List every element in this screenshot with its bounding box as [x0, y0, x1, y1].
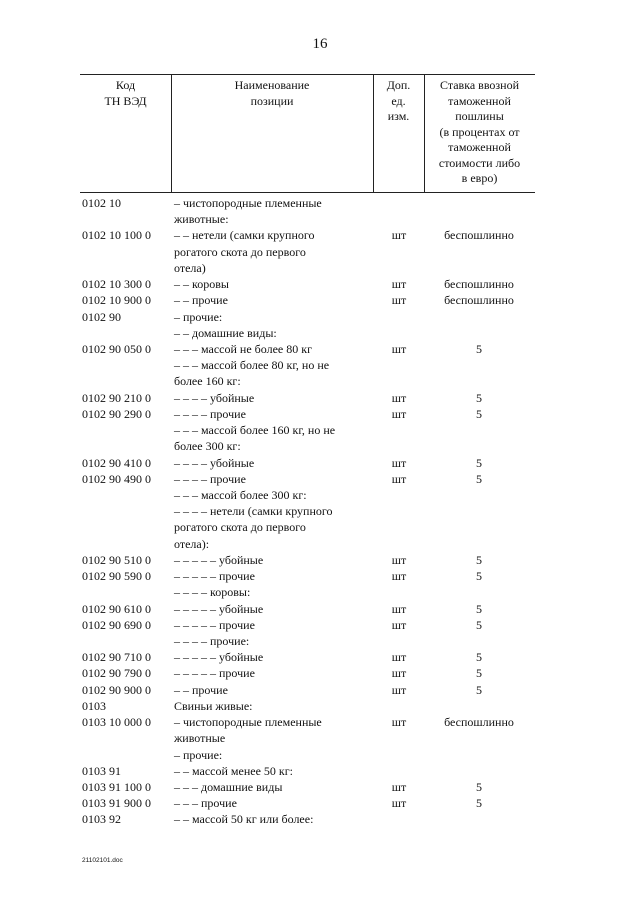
position-name: – – – – – убойные — [174, 552, 264, 567]
tn-ved-code: 0102 90 410 0 — [82, 455, 151, 470]
unit-of-measure: шт — [391, 342, 407, 356]
position-name: отела) — [174, 260, 206, 275]
unit-of-measure: шт — [391, 796, 407, 811]
position-name: – – – – – прочие — [174, 569, 255, 584]
tn-ved-code: 0102 90 050 0 — [82, 342, 151, 356]
table-row — [0, 585, 640, 601]
tn-ved-code: 0103 — [82, 698, 106, 713]
table-row — [0, 358, 640, 374]
table-row — [0, 245, 640, 261]
table-row — [0, 293, 640, 309]
tn-ved-code: 0102 90 710 0 — [82, 650, 151, 665]
duty-rate: 5 — [476, 617, 482, 632]
table-row — [0, 796, 640, 812]
page-number: 16 — [312, 36, 328, 52]
position-name: – – – – нетели (самки крупного — [174, 504, 333, 519]
position-name: – – – – убойные — [174, 455, 255, 470]
header-name: Наименование позиции — [234, 78, 310, 108]
table-row — [0, 812, 640, 828]
table-row — [0, 326, 640, 342]
duty-rate: 5 — [476, 666, 482, 681]
position-name: – – – – – убойные — [174, 601, 264, 616]
tn-ved-code: 0103 92 — [82, 812, 121, 827]
position-name: – – нетели (самки крупного — [174, 228, 315, 243]
duty-rate: 5 — [476, 455, 482, 470]
tn-ved-code: 0102 10 — [82, 196, 121, 210]
tn-ved-code: 0102 90 900 0 — [82, 682, 151, 697]
header-bottom-rule — [80, 192, 535, 193]
position-name: – – домашние виды: — [174, 325, 277, 340]
position-name: – – – – убойные — [174, 390, 255, 405]
position-name: – – – массой более 80 кг, но не — [174, 358, 330, 373]
table-row — [0, 196, 640, 212]
tn-ved-code: 0102 90 290 0 — [82, 406, 151, 421]
position-name: – – коровы — [174, 277, 229, 292]
position-name: отела): — [174, 536, 210, 551]
position-name: – – – массой более 160 кг, но не — [174, 423, 336, 438]
position-name: – – – – – убойные — [174, 650, 264, 665]
tn-ved-code: 0102 90 610 0 — [82, 601, 151, 616]
table-row — [0, 342, 640, 358]
duty-rate: 5 — [476, 650, 482, 665]
unit-of-measure: шт — [391, 277, 407, 292]
unit-of-measure: шт — [391, 666, 407, 681]
position-name: – – – – – прочие — [174, 617, 255, 632]
table-row — [0, 391, 640, 407]
position-name: более 160 кг: — [174, 374, 241, 389]
table-row — [0, 699, 640, 715]
position-name: – чистопородные племенные — [174, 196, 322, 210]
table-row — [0, 310, 640, 326]
position-name: – чистопородные племенные — [174, 715, 322, 729]
unit-of-measure: шт — [391, 390, 407, 405]
position-name: – – – – прочие — [174, 471, 246, 486]
table-row — [0, 374, 640, 390]
position-name: рогатого скота до первого — [174, 244, 306, 259]
tn-ved-code: 0103 10 000 0 — [82, 715, 151, 729]
header-rate: Ставка ввозной таможенной пошлины (в процентах от таможенной стоимости либо в евро) — [438, 78, 521, 185]
unit-of-measure: шт — [391, 569, 407, 584]
position-name: – – – – прочие — [174, 406, 246, 421]
table-row — [0, 520, 640, 536]
tn-ved-code: 0103 91 900 0 — [82, 796, 151, 811]
unit-of-measure: шт — [391, 293, 407, 308]
duty-rate: 5 — [476, 796, 482, 811]
table-row — [0, 666, 640, 682]
header-unit: Доп. ед. изм. — [386, 78, 411, 123]
tn-ved-code: 0102 90 690 0 — [82, 617, 151, 632]
table-row — [0, 602, 640, 618]
duty-rate: беспошлинно — [444, 293, 514, 308]
position-name: – – – массой более 300 кг: — [174, 488, 307, 502]
unit-of-measure: шт — [391, 552, 407, 567]
duty-rate: 5 — [476, 342, 482, 356]
table-row — [0, 715, 640, 731]
duty-rate: беспошлинно — [444, 228, 514, 243]
table-row — [0, 423, 640, 439]
duty-rate: 5 — [476, 471, 482, 486]
table-row — [0, 439, 640, 455]
unit-of-measure: шт — [391, 715, 407, 729]
duty-rate: 5 — [476, 406, 482, 421]
tn-ved-code: 0102 90 — [82, 309, 121, 324]
tn-ved-code: 0103 91 — [82, 763, 121, 778]
duty-rate: 5 — [476, 552, 482, 567]
footer-filename: 21102101.doc — [82, 857, 123, 864]
table-row — [0, 634, 640, 650]
unit-of-measure: шт — [391, 617, 407, 632]
table-row — [0, 228, 640, 244]
position-name: – – – массой не более 80 кг — [174, 342, 312, 356]
table-row — [0, 456, 640, 472]
table-row — [0, 537, 640, 553]
table-row — [0, 569, 640, 585]
table-row — [0, 553, 640, 569]
position-name: – – – прочие — [174, 796, 237, 811]
unit-of-measure: шт — [391, 228, 407, 243]
table-row — [0, 764, 640, 780]
duty-rate: 5 — [476, 682, 482, 697]
tn-ved-code: 0102 10 100 0 — [82, 228, 151, 243]
table-row — [0, 504, 640, 520]
table-row — [0, 731, 640, 747]
unit-of-measure: шт — [391, 406, 407, 421]
position-name: – – прочие — [174, 293, 228, 308]
unit-of-measure: шт — [391, 455, 407, 470]
unit-of-measure: шт — [391, 601, 407, 616]
header-code: Код ТН ВЭД — [104, 78, 147, 108]
header-top-rule — [80, 74, 535, 75]
position-name: – – – – коровы: — [174, 585, 251, 600]
position-name: – – – – прочие: — [174, 633, 250, 648]
table-row — [0, 780, 640, 796]
tn-ved-code: 0102 10 900 0 — [82, 293, 151, 308]
position-name: – прочие: — [174, 309, 223, 324]
duty-rate: 5 — [476, 601, 482, 616]
table-row — [0, 488, 640, 504]
table-row — [0, 261, 640, 277]
unit-of-measure: шт — [391, 471, 407, 486]
duty-rate: 5 — [476, 569, 482, 584]
position-name: – – прочие — [174, 682, 228, 697]
position-name: животные — [174, 731, 226, 746]
table-row — [0, 683, 640, 699]
tn-ved-code: 0102 90 590 0 — [82, 569, 151, 584]
position-name: – – – домашние виды — [174, 779, 283, 794]
table-row — [0, 212, 640, 228]
table-row — [0, 407, 640, 423]
position-name: более 300 кг: — [174, 439, 241, 454]
position-name: – – – – – прочие — [174, 666, 255, 681]
tn-ved-code: 0102 90 490 0 — [82, 471, 151, 486]
tn-ved-code: 0103 91 100 0 — [82, 779, 151, 794]
tn-ved-code: 0102 90 210 0 — [82, 390, 151, 405]
table-row — [0, 618, 640, 634]
duty-rate: 5 — [476, 779, 482, 794]
position-name: – – массой 50 кг или более: — [174, 812, 314, 827]
table-row — [0, 748, 640, 764]
position-name: рогатого скота до первого — [174, 520, 306, 535]
table-row — [0, 650, 640, 666]
duty-rate: беспошлинно — [444, 277, 514, 292]
tn-ved-code: 0102 90 790 0 — [82, 666, 151, 681]
tn-ved-code: 0102 10 300 0 — [82, 277, 151, 292]
position-name: – – массой менее 50 кг: — [174, 763, 293, 778]
position-name: – прочие: — [174, 747, 223, 762]
duty-rate: беспошлинно — [444, 715, 514, 729]
position-name: Свиньи живые: — [174, 698, 253, 713]
unit-of-measure: шт — [391, 779, 407, 794]
unit-of-measure: шт — [391, 650, 407, 665]
tn-ved-code: 0102 90 510 0 — [82, 552, 151, 567]
table-row — [0, 472, 640, 488]
unit-of-measure: шт — [391, 682, 407, 697]
position-name: животные: — [174, 212, 229, 227]
duty-rate: 5 — [476, 390, 482, 405]
table-row — [0, 277, 640, 293]
